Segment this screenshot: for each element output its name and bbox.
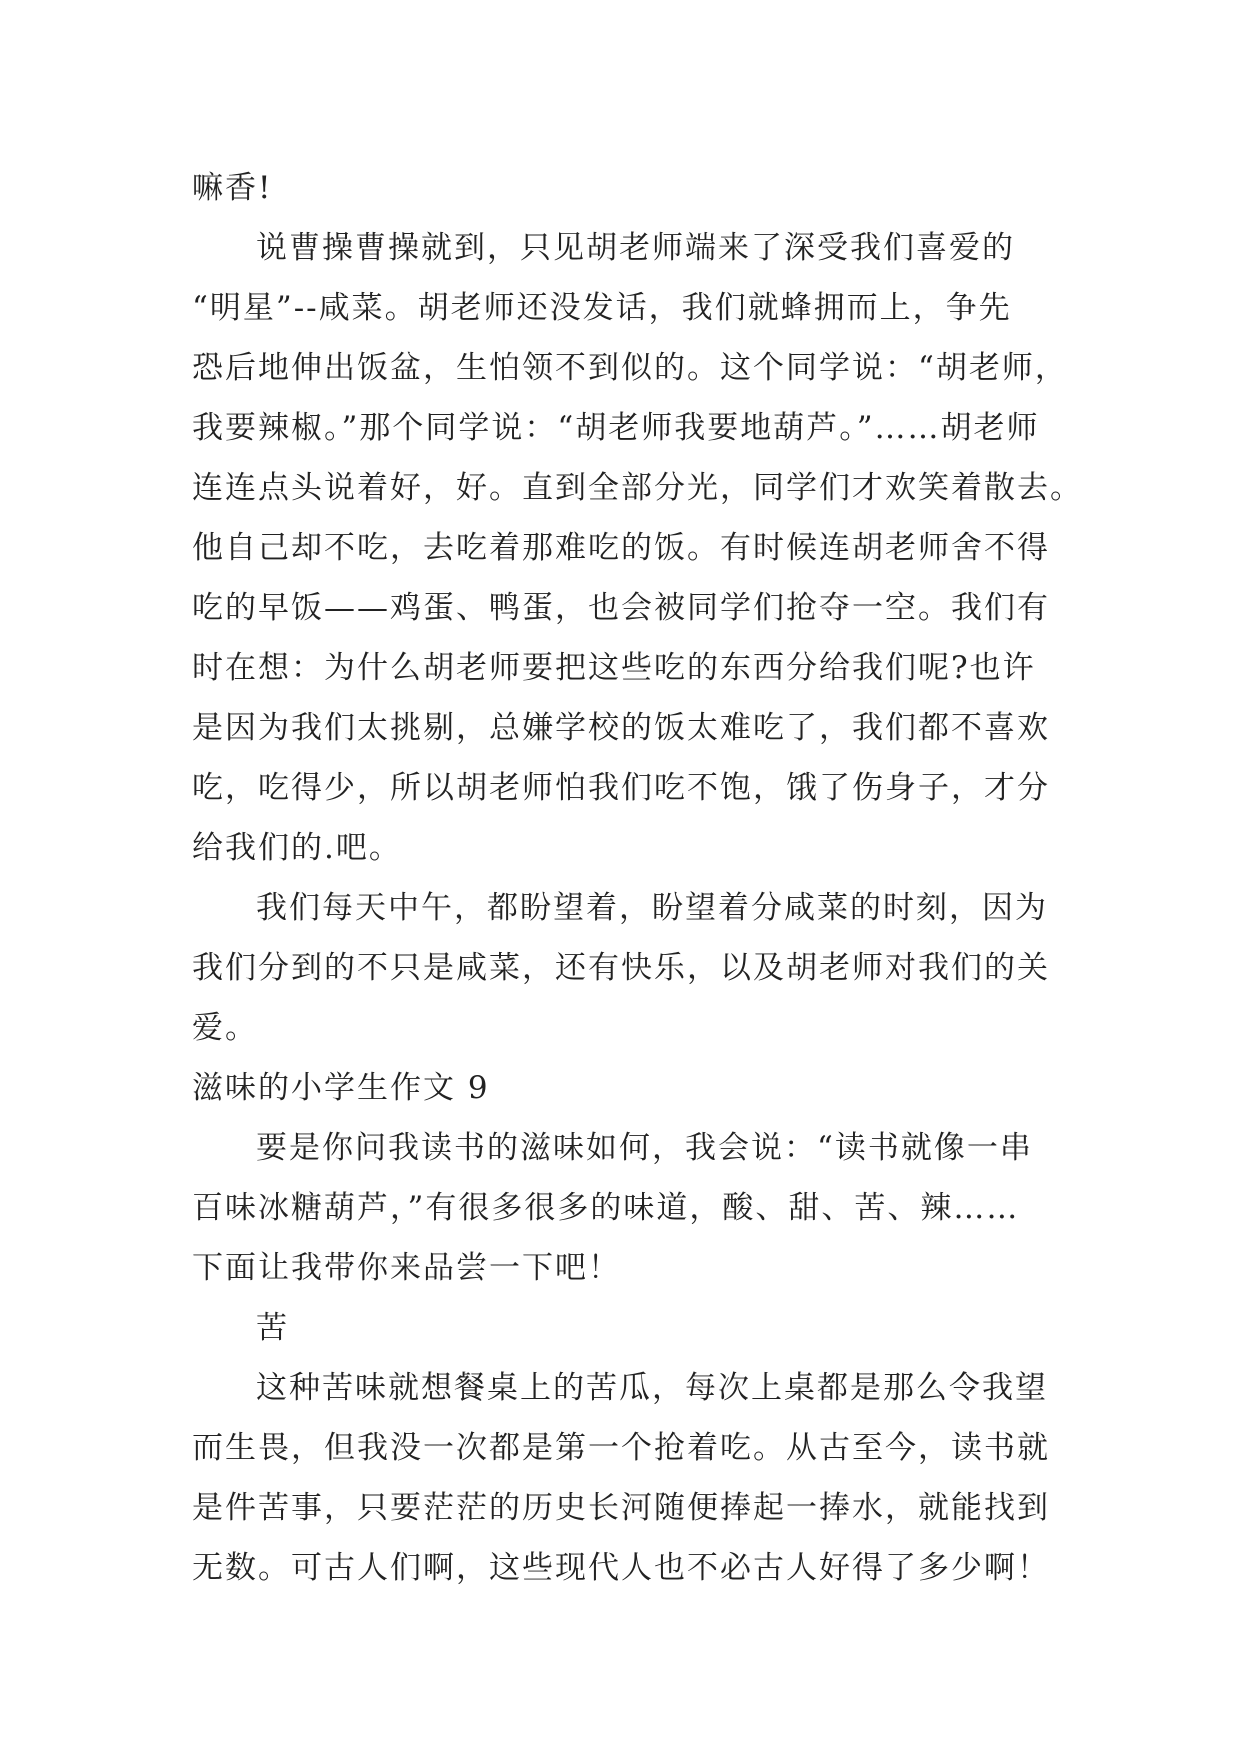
text-line: 嘛香! <box>192 170 273 206</box>
text-line: 百味冰糖葫芦，”有很多很多的味道，酸、甜、苦、辣…… <box>192 1190 1020 1226</box>
text-line: 我要辣椒。”那个同学说：“胡老师我要地葫芦。”……胡老师 <box>192 410 1040 446</box>
text-line: 下面让我带你来品尝一下吧！ <box>192 1250 621 1286</box>
text-line: 无数。可古人们啊，这些现代人也不必古人好得了多少啊！ <box>192 1550 1050 1586</box>
document-body <box>192 158 1083 1598</box>
text-line: 吃，吃得少，所以胡老师怕我们吃不饱，饿了伤身子，才分 <box>192 770 1050 806</box>
paragraph-4 <box>192 1118 1072 1298</box>
text-line: 这种苦味就想餐桌上的苦瓜，每次上桌都是那么令我望 <box>256 1370 1048 1406</box>
text-line: 是因为我们太挑剔，总嫌学校的饭太难吃了，我们都不喜欢 <box>192 710 1050 746</box>
text-line: 恐后地伸出饭盆，生怕领不到似的。这个同学说：“胡老师， <box>192 350 1068 386</box>
heading-line: 滋味的小学生作文 9 <box>192 1070 490 1106</box>
text-line: 苦 <box>256 1310 289 1346</box>
paragraph-1 <box>192 158 1072 218</box>
paragraph-3 <box>192 878 1072 1058</box>
text-line: “明星”--咸菜。胡老师还没发话，我们就蜂拥而上，争先 <box>192 290 1012 326</box>
text-line: 是件苦事，只要茫茫的历史长河随便捧起一捧水，就能找到 <box>192 1490 1050 1526</box>
text-line: 要是你问我读书的滋味如何，我会说：“读书就像一串 <box>256 1130 1033 1166</box>
paragraph-2 <box>192 218 1083 878</box>
paragraph-5 <box>192 1298 1072 1358</box>
text-line: 连连点头说着好，好。直到全部分光，同学们才欢笑着散去。 <box>192 470 1083 506</box>
text-line: 吃的早饭——鸡蛋、鸭蛋，也会被同学们抢夺一空。我们有 <box>192 590 1050 626</box>
paragraph-6 <box>192 1358 1072 1598</box>
text-line: 而生畏，但我没一次都是第一个抢着吃。从古至今，读书就 <box>192 1430 1050 1466</box>
text-line: 给我们的.吧。 <box>192 830 402 866</box>
text-line: 说曹操曹操就到，只见胡老师端来了深受我们喜爱的 <box>256 230 1015 266</box>
text-line: 我们分到的不只是咸菜，还有快乐，以及胡老师对我们的关 <box>192 950 1050 986</box>
text-line: 爱。 <box>192 1010 258 1046</box>
text-line: 时在想：为什么胡老师要把这些吃的东西分给我们呢?也许 <box>192 650 1036 686</box>
text-line: 他自己却不吃，去吃着那难吃的饭。有时候连胡老师舍不得 <box>192 530 1050 566</box>
text-line: 我们每天中午，都盼望着，盼望着分咸菜的时刻，因为 <box>256 890 1048 926</box>
section-heading <box>192 1058 1072 1118</box>
